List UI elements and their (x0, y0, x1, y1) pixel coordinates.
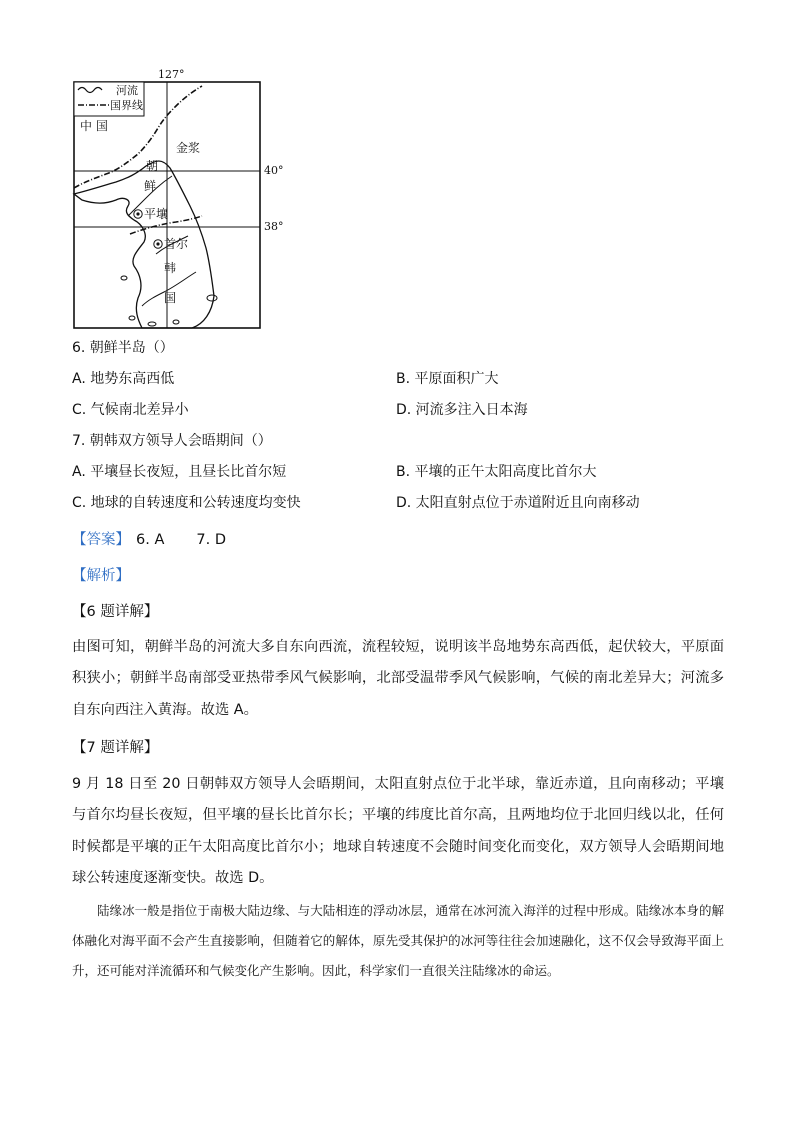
seoul-capital-icon (154, 240, 162, 248)
island (121, 276, 127, 280)
island (207, 295, 217, 301)
q7-option-b: B. 平壤的正午太阳高度比首尔大 (396, 464, 597, 480)
answer-tag: 【答案】 (72, 532, 130, 548)
seoul-label: 首尔 (164, 237, 189, 251)
guo-label: 国 (164, 291, 177, 305)
q6-stem: 6. 朝鲜半岛（） (72, 340, 174, 356)
detail7-text: 9 月 18 日至 20 日朝韩双方领导人会晤期间，太阳直射点位于北半球，靠近赤道，且向南移动；平壤与首尔均昼长夜短，但平壤的昼长比首尔长；平壤的纬度比首尔高，且两地均位于北回归线以北，任何时候都是平壤的正午太阳高度比首尔小；地球自转速度不会随时间变化而变化，双方领导人会晤期间地球公转速度逐渐变快。故选 D。 (72, 776, 724, 887)
lat-38-label: 38° (264, 220, 284, 233)
q7-stem: 7. 朝韩双方领导人会晤期间（） (72, 433, 272, 449)
analysis-tag: 【解析】 (72, 568, 130, 584)
q7-option-d: D. 太阳直射点位于赤道附近且向南移动 (396, 495, 640, 511)
detail6-heading: 【6 题详解】 (72, 604, 159, 620)
detail6-text: 由图可知，朝鲜半岛的河流大多自东向西流，流程较短，说明该半岛地势东高西低，起伏较大，平原面积狭小；朝鲜半岛南部受亚热带季风气候影响，北部受温带季风气候影响，气候的南北差异大；河流多自东向西注入黄海。故选 A。 (72, 639, 724, 718)
island (148, 322, 156, 326)
lat-40-label: 40° (264, 164, 284, 177)
chao-label: 朝 (146, 159, 159, 173)
answer-6: 6. A (136, 532, 165, 548)
legend-border-label: 国界线 (110, 99, 143, 112)
korea-map-figure (72, 66, 298, 330)
pyongyang-label: 平壤 (144, 207, 169, 221)
q6-option-b: B. 平原面积广大 (396, 371, 499, 387)
detail7-heading: 【7 题详解】 (72, 740, 159, 756)
pyongyang-capital-icon (134, 210, 142, 218)
q7-option-c: C. 地球的自转速度和公转速度均变快 (72, 495, 301, 511)
han-label: 韩 (164, 261, 177, 275)
legend-river-label: 河流 (116, 84, 138, 97)
answer-line (72, 530, 226, 550)
jinjiang-label: 金浆 (176, 141, 201, 155)
xian-label: 鲜 (144, 179, 157, 193)
island (129, 316, 135, 320)
q6-option-d: D. 河流多注入日本海 (396, 402, 528, 418)
korea-map-svg (72, 66, 298, 330)
reading-passage: 陆缘冰一般是指位于南极大陆边缘、与大陆相连的浮动冰层，通常在冰河流入海洋的过程中形成。陆缘冰本身的解体融化对海平面不会产生直接影响，但随着它的解体，原先受其保护的冰河等往往会加速融化，这不仅会导致海平面上升，还可能对洋流循环和气候变化产生影响。因此，科学家们一直很关注陆缘冰的命运。 (72, 903, 724, 978)
q6-option-c: C. 气候南北差异小 (72, 402, 189, 418)
china-label: 中 国 (80, 119, 108, 133)
q7-option-a: A. 平壤昼长夜短，且昼长比首尔短 (72, 464, 287, 480)
q6-option-a: A. 地势东高西低 (72, 371, 175, 387)
longitude-label: 127° (158, 68, 185, 81)
island (173, 320, 179, 324)
answer-7: 7. D (196, 532, 226, 548)
